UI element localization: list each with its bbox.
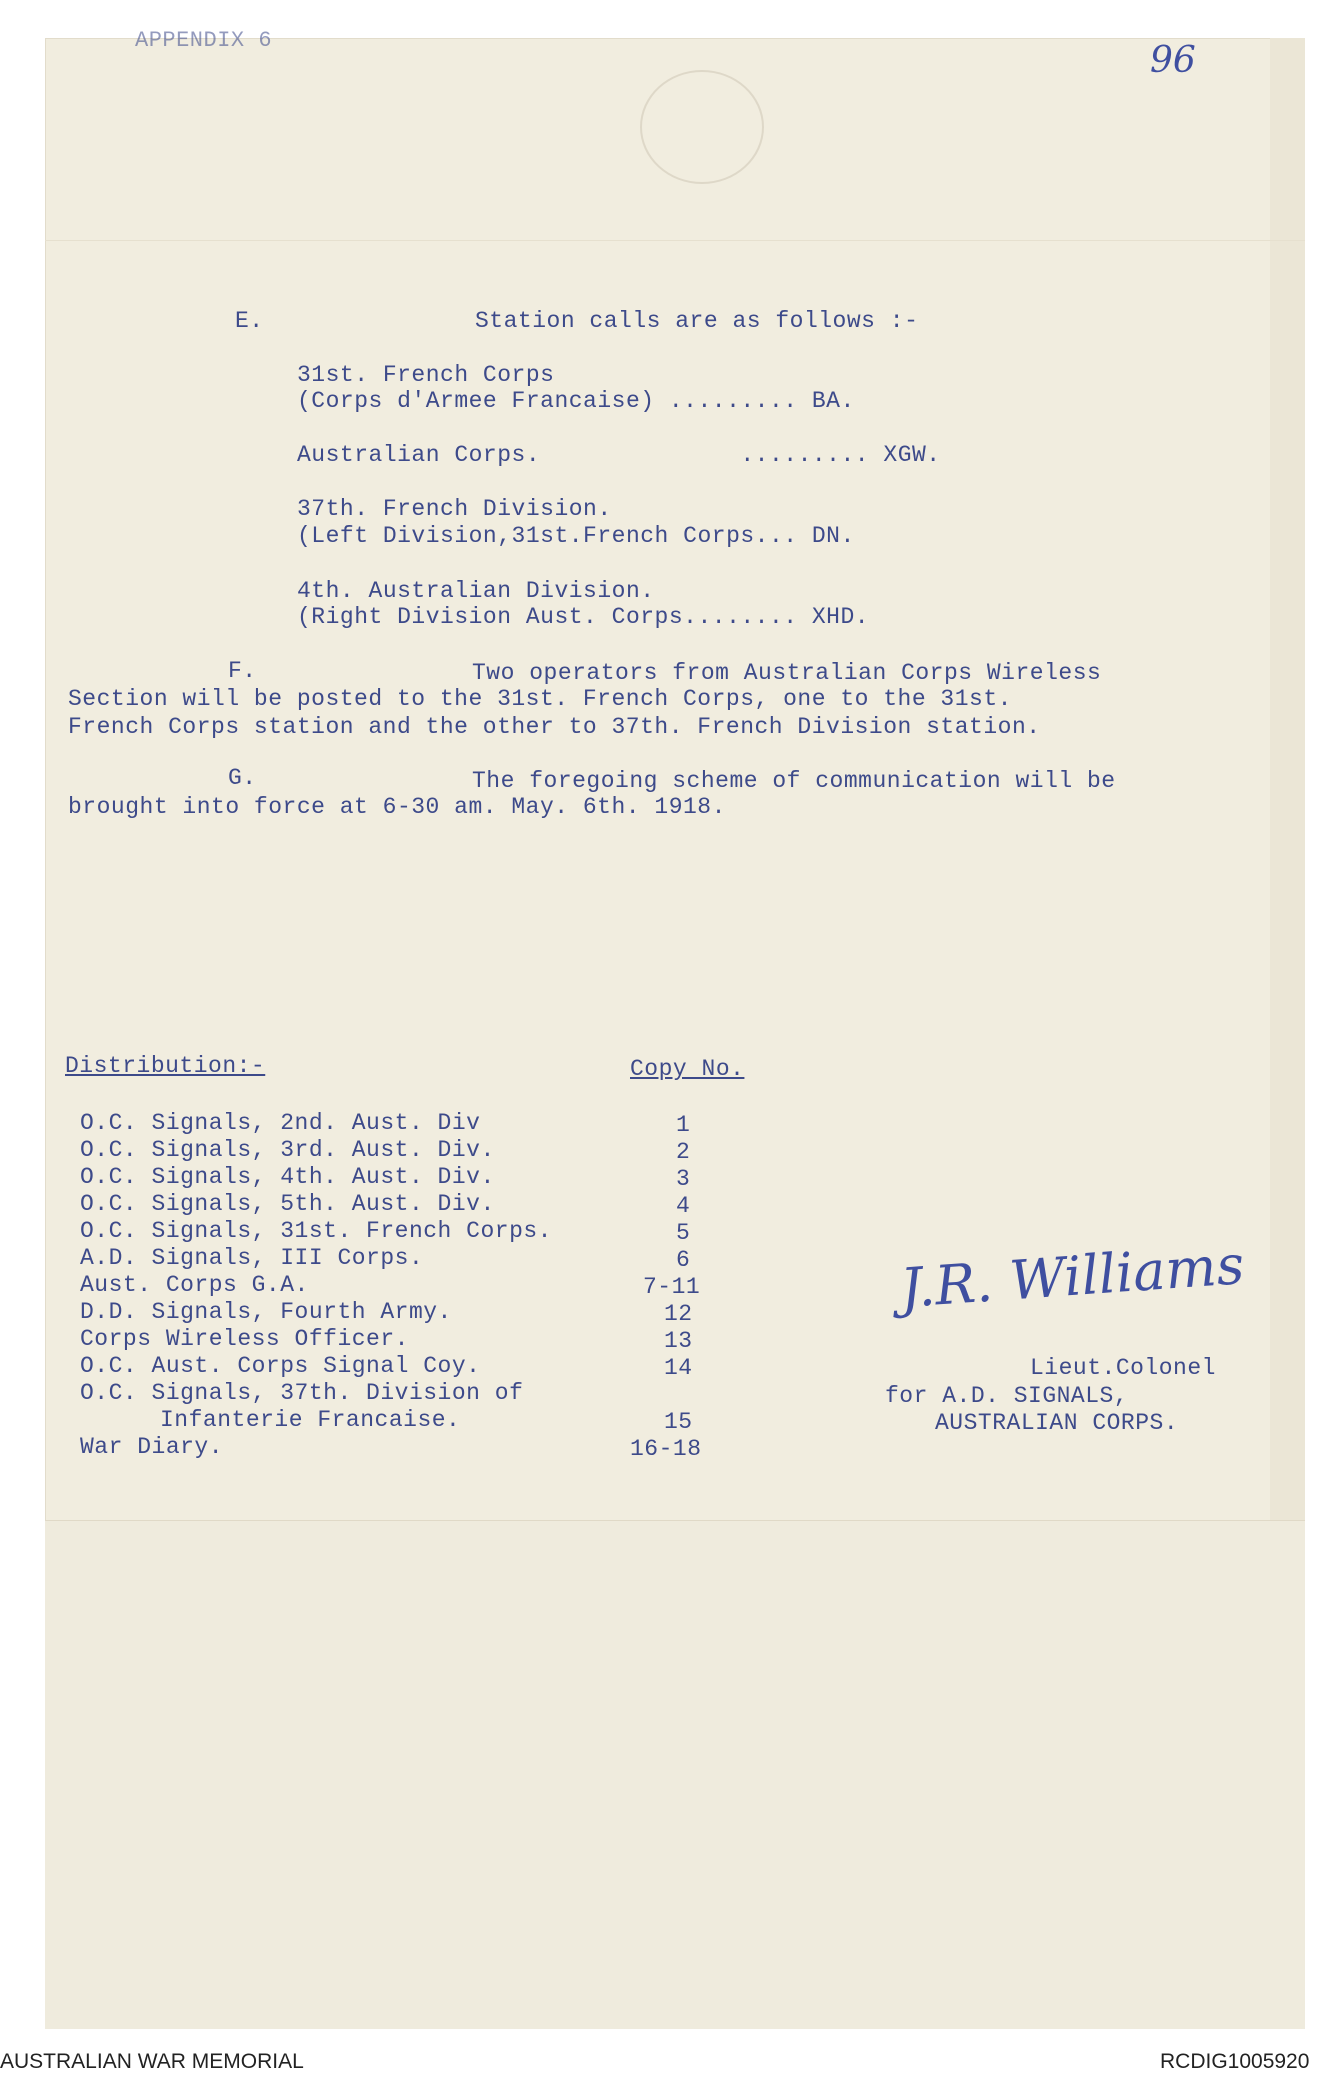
station-call-line: Australian Corps. ......... XGW. xyxy=(297,442,941,468)
distribution-name: Infanterie Francaise. xyxy=(160,1407,461,1433)
distribution-name: O.C. Signals, 37th. Division of xyxy=(80,1380,524,1406)
section-f-label: F. xyxy=(228,658,257,684)
distribution-copy: 12 xyxy=(664,1301,693,1327)
distribution-name: O.C. Signals, 3rd. Aust. Div. xyxy=(80,1137,495,1163)
embossed-seal xyxy=(640,70,764,184)
distribution-name: War Diary. xyxy=(80,1434,224,1460)
distribution-copy: 15 xyxy=(664,1409,693,1435)
section-g-text: The foregoing scheme of communication will be xyxy=(472,768,1116,794)
station-call-line: (Right Division Aust. Corps........ XHD. xyxy=(297,604,870,630)
distribution-name: Corps Wireless Officer. xyxy=(80,1326,409,1352)
station-call-line: (Left Division,31st.French Corps... DN. xyxy=(297,523,855,549)
lower-sheet xyxy=(45,1520,1305,2029)
distribution-name: O.C. Aust. Corps Signal Coy. xyxy=(80,1353,481,1379)
station-call-line: 37th. French Division. xyxy=(297,496,612,522)
section-g-label: G. xyxy=(228,765,257,791)
distribution-copy: 16-18 xyxy=(630,1436,702,1462)
distribution-copy: 1 xyxy=(676,1112,691,1138)
signature-rank: Lieut.Colonel xyxy=(1030,1355,1216,1381)
archive-reference: RCDIG1005920 xyxy=(1160,2050,1310,2073)
section-f-text: Two operators from Australian Corps Wireless xyxy=(472,660,1102,686)
station-call-line: 31st. French Corps xyxy=(297,362,555,388)
distribution-copy: 3 xyxy=(676,1166,691,1192)
section-f-text: French Corps station and the other to 37th. French Division station. xyxy=(68,714,1041,740)
folio-number: 96 xyxy=(1150,40,1196,81)
copy-number-heading: Copy No. xyxy=(630,1056,745,1082)
archive-name: AUSTRALIAN WAR MEMORIAL xyxy=(0,2050,304,2073)
station-call-line: (Corps d'Armee Francaise) ......... BA. xyxy=(297,388,855,414)
handwritten-signature: J.R. Williams xyxy=(898,1233,1247,1320)
station-call-line: 4th. Australian Division. xyxy=(297,578,655,604)
signature-unit: AUSTRALIAN CORPS. xyxy=(935,1410,1179,1436)
section-e-label: E. xyxy=(235,308,264,334)
distribution-copy: 2 xyxy=(676,1139,691,1165)
distribution-name: O.C. Signals, 5th. Aust. Div. xyxy=(80,1191,495,1217)
distribution-name: D.D. Signals, Fourth Army. xyxy=(80,1299,452,1325)
distribution-name: O.C. Signals, 2nd. Aust. Div xyxy=(80,1110,481,1136)
distribution-copy: 6 xyxy=(676,1247,691,1273)
distribution-name: A.D. Signals, III Corps. xyxy=(80,1245,424,1271)
signature-office: for A.D. SIGNALS, xyxy=(885,1383,1129,1409)
distribution-name: O.C. Signals, 4th. Aust. Div. xyxy=(80,1164,495,1190)
distribution-copy: 5 xyxy=(676,1220,691,1246)
section-g-text: brought into force at 6-30 am. May. 6th. 1918. xyxy=(68,794,726,820)
distribution-copy: 14 xyxy=(664,1355,693,1381)
distribution-copy: 7-11 xyxy=(643,1274,701,1300)
distribution-copy: 13 xyxy=(664,1328,693,1354)
distribution-copy: 4 xyxy=(676,1193,691,1219)
section-e-intro: Station calls are as follows :- xyxy=(475,308,919,334)
distribution-name: Aust. Corps G.A. xyxy=(80,1272,309,1298)
distribution-heading: Distribution:- xyxy=(65,1053,266,1079)
appendix-stamp: APPENDIX 6 xyxy=(135,28,273,53)
distribution-name: O.C. Signals, 31st. French Corps. xyxy=(80,1218,552,1244)
section-f-text: Section will be posted to the 31st. French Corps, one to the 31st. xyxy=(68,686,1012,712)
fold-line xyxy=(45,240,1305,241)
